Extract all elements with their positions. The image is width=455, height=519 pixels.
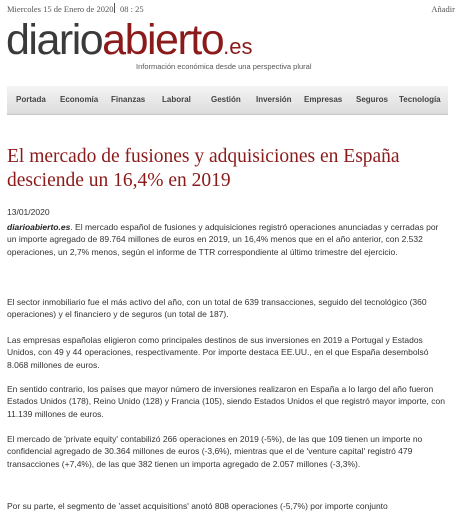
current-date: Miercoles 15 de Enero de 2020: [7, 4, 114, 14]
logo-word-abierto: abierto: [102, 16, 224, 64]
site-tagline: Información económica desde una perspectiva plural: [136, 62, 312, 71]
nav-item-tecnologia[interactable]: Tecnología: [399, 95, 441, 104]
nav-item-economia[interactable]: Economía: [60, 95, 99, 104]
article-paragraph: En sentido contrario, los países que mayor número de inversiones realizaron en España a lo largo del año fueron Estados Unidos (178), Reino Unido (128) y Francia (105), siendo Estados Unidos el que registró mayor importe, con 11.139 millones de euros.: [7, 384, 445, 419]
article-paragraph: Por su parte, el segmento de 'asset acquisitions' anotó 808 operaciones (-5,7%) por importe conjunto: [7, 501, 388, 511]
nav-item-laboral[interactable]: Laboral: [162, 95, 191, 104]
add-favorites-link[interactable]: Añadir: [431, 4, 455, 14]
article-paragraph: Las empresas españolas eligieron como principales destinos de sus inversiones en 2019 a Portugal y Estados Unidos, con 49 y 44 operaciones, respectivamente. Por importe destaca EE.UU., en el que España desembolsó 8.068 millones de euros.: [7, 335, 429, 370]
article-title: El mercado de fusiones y adquisiciones en España desciende un 16,4% en 2019: [7, 146, 400, 191]
nav-item-seguros[interactable]: Seguros: [356, 95, 389, 104]
nav-item-portada[interactable]: Portada: [16, 95, 46, 104]
nav-item-empresas[interactable]: Empresas: [304, 95, 343, 104]
article-lead-text: . El mercado español de fusiones y adquisiciones registró operaciones anunciadas y cerradas por un importe agregado de 89.764 millones de euros en 2019, un 16,4% menos que en el año anterior, con 2.532 operaciones, un 2,7% menos, según el informe de TTR correspondiente al último trimestre del ejercicio.: [7, 222, 439, 257]
nav-item-finanzas[interactable]: Finanzas: [111, 95, 146, 104]
main-nav: [7, 86, 448, 115]
article-paragraph: El sector inmobiliario fue el más activo del año, con un total de 639 transacciones, seguido del tecnológico (360 operaciones) y el financiero y de seguros (un total de 187).: [7, 297, 427, 320]
nav-item-inversion[interactable]: Inversión: [256, 95, 292, 104]
article-date: 13/01/2020: [7, 207, 50, 217]
article-source[interactable]: diarioabierto.es: [7, 222, 71, 232]
article-lead: [7, 221, 450, 258]
current-time: 08 : 25: [120, 4, 144, 14]
top-bar: [0, 0, 455, 17]
logo-domain: .es: [223, 34, 253, 59]
logo-word-diario: diario: [6, 16, 103, 64]
article-paragraph: El mercado de 'private equity' contabilizó 266 operaciones en 2019 (-5%), de las que 109 tienen un importe no confidencial agregado de 30.364 millones de euros (-3,6%), mientras que el de 'venture capital' registró 479 transacciones (+7,4%), de las que 382 tienen un importa agregado de 2.057 millones (-3,3%).: [7, 434, 423, 469]
topbar-divider: [114, 3, 115, 13]
site-logo[interactable]: [6, 18, 253, 62]
nav-item-gestion[interactable]: Gestión: [211, 95, 241, 104]
